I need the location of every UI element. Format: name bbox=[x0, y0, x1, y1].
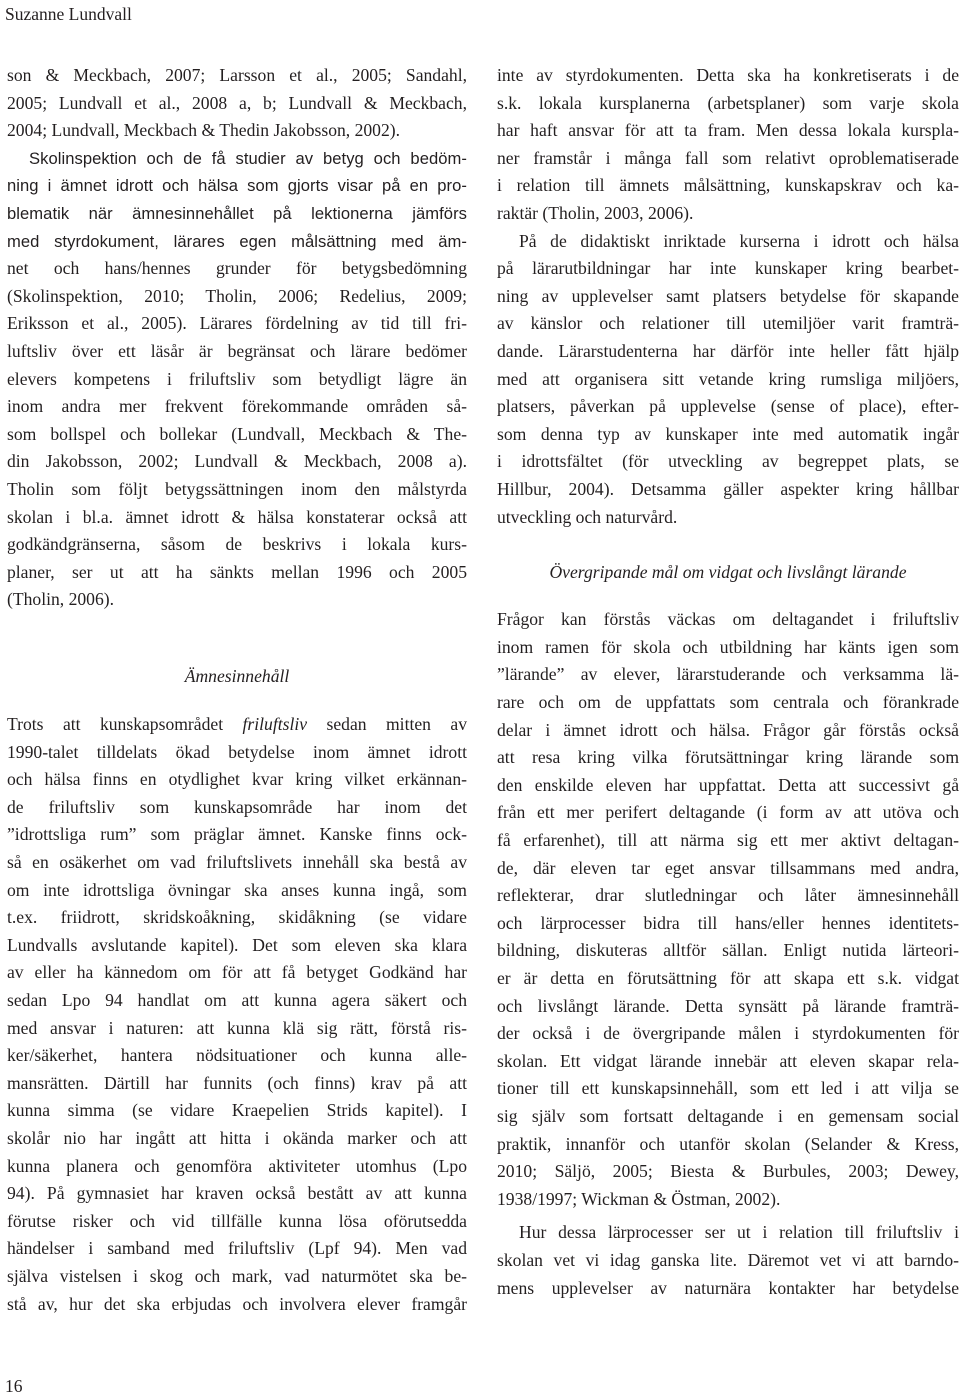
text-line: ning av upplevelser samt platsers betydelse för skapande bbox=[497, 285, 959, 306]
text-fragment: sedan mitten av bbox=[307, 714, 467, 735]
text-line: (Skolinspektion, 2010; Tholin, 2006; Redelius, 2009; bbox=[7, 285, 467, 306]
text-line: inom ramen för skola och utbildning har känts igen som bbox=[497, 636, 959, 657]
text-line: så en osäkerhet om vad friluftslivets innehåll ska bestå av bbox=[7, 852, 467, 873]
text-line: som denna typ av kunskaper inte med automatik ingår bbox=[497, 423, 959, 444]
text-line: inte av styrdokumenten. Detta ska ha konkretiserats i de bbox=[497, 65, 959, 85]
text-line: 1990-talet tilldelats ökad betydelse inom ämnet idrott bbox=[7, 741, 467, 762]
text-line: de friluftsliv som kunskapsområde har inom det bbox=[7, 796, 467, 817]
text-line: rare och om de uppfattats som centrala och förankrade bbox=[497, 692, 959, 713]
page-number: 16 bbox=[5, 1376, 23, 1396]
text-line: 1938/1997; Wickman & Östman, 2002). bbox=[497, 1188, 781, 1209]
text-line: net och hans/hennes grunder för betygsbedömning bbox=[7, 258, 467, 279]
text-line: Tholin som följt betygssättningen inom den målstyrda bbox=[7, 478, 467, 499]
text-line: blematik när ämnesinnehållet på lektionerna jämförs bbox=[7, 203, 467, 223]
text-line: Hur dessa lärprocesser ser ut i relation till friluftsliv i bbox=[519, 1222, 959, 1243]
text-line: mansrätten. Därtill har funnits (och finns) krav på att bbox=[7, 1072, 467, 1093]
text-line: få erfarenhet), till att närma sig ett mer aktivt deltagan- bbox=[497, 830, 959, 851]
text-line: på lärarutbildningar har inte kunskaper kring bearbet- bbox=[497, 258, 959, 279]
text-line: luftsliv över ett läsår är begränsat och lärare bedömer bbox=[7, 340, 467, 361]
text-line: På de didaktiskt inriktade kurserna i idrott och hälsa bbox=[519, 230, 959, 251]
text-line: son & Meckbach, 2007; Larsson et al., 2005; Sandahl, bbox=[7, 65, 467, 85]
text-line: själva vistelsen i skog och mark, vad naturmötet ska be- bbox=[7, 1265, 467, 1286]
text-line: 2010; Säljö, 2005; Biesta & Burbules, 2003; Dewey, bbox=[497, 1161, 959, 1182]
text-line: från ett mer perifert deltagande (i form av att utöva och bbox=[497, 802, 959, 823]
text-line: sig själv som fortsatt deltagande i en gemensam social bbox=[497, 1105, 959, 1126]
running-header-author: Suzanne Lundvall bbox=[5, 4, 132, 24]
text-line: delar i ämnet idrott och hälsa. Frågor går förstås också bbox=[497, 719, 959, 740]
text-line: bildning, diskuteras alltför sällan. Enligt nutida lärteori- bbox=[497, 940, 959, 961]
text-line: skolår nio har ingått att hitta i okända marker och att bbox=[7, 1127, 467, 1148]
text-line: Hillbur, 2004). Detsamma gäller aspekter kring hållbar bbox=[497, 478, 959, 499]
text-line: kunna simma (se vidare Kraepelien Strids kapitel). I bbox=[7, 1100, 467, 1121]
text-line: den enskilde eleven har uppfattat. Detta att successivt gå bbox=[497, 774, 959, 795]
text-line: utveckling och naturvård. bbox=[497, 506, 678, 527]
text-line: som bollspel och bollekar (Lundvall, Meckbach & The- bbox=[7, 423, 467, 444]
text-line: och lärprocesser bidra till hans/eller hennes identitets- bbox=[497, 912, 959, 933]
text-line: planer, ser ut att ha sänkts mellan 1996 och 2005 bbox=[7, 561, 467, 582]
text-line: godkändgränserna, såsom de beskrivs i lokala kurs- bbox=[7, 534, 467, 555]
text-line: din Jakobsson, 2002; Lundvall & Meckbach, 2008 a). bbox=[7, 451, 467, 472]
text-line: stå av, hur det ska erbjudas och involvera elever framgår bbox=[7, 1293, 467, 1314]
text-line: Lundvalls avslutande kapitel). Det som eleven ska klara bbox=[7, 934, 467, 955]
text-line: tioner till ett kunskapsinnehåll, som ett led i att vilja se bbox=[497, 1078, 959, 1099]
text-line: reflekterar, drar slutledningar och låter ämnesinnehåll bbox=[497, 885, 959, 906]
text-line: 2005; Lundvall et al., 2008 a, b; Lundvall & Meckbach, bbox=[7, 92, 467, 113]
right-column bbox=[497, 62, 959, 1302]
text-line: ner framstår i många fall som relativt oproblematiserade bbox=[497, 147, 959, 168]
left-column bbox=[7, 62, 467, 1318]
text-line: mens upplevelser av naturnära kontakter har betydelse bbox=[497, 1277, 959, 1298]
text-line: skolan. Ett vidgat lärande innebär att eleven skapar rela- bbox=[497, 1050, 959, 1071]
section-heading-overgripande-mal: Övergripande mål om vidgat och livslångt lärande bbox=[549, 561, 907, 582]
section-heading-amnesinnehall: Ämnesinnehåll bbox=[184, 666, 290, 687]
text-line: Skolinspektion och de få studier av betyg och bedöm- bbox=[29, 148, 467, 168]
text-line: ”idrottsliga rum” som präglar ämnet. Kanske finns ock- bbox=[7, 824, 467, 845]
text-line: skolan i bl.a. ämnet idrott & hälsa konstaterar också att bbox=[7, 506, 467, 527]
text-line: Frågor kan förstås väckas om deltagandet i friluftsliv bbox=[497, 609, 959, 630]
text-line: har haft ansvar för att ta fram. Men dessa lokala kurspla- bbox=[497, 120, 959, 141]
text-line: raktär (Tholin, 2003, 2006). bbox=[497, 202, 694, 223]
text-line: ning i ämnet idrott och hälsa som gjorts visar på en pro- bbox=[7, 176, 467, 196]
text-line: att resa kring vilka förutsättningar kring lärande som bbox=[497, 747, 959, 768]
text-line: ker/säkerhet, hantera nödsituationer och kunna alle- bbox=[7, 1045, 467, 1066]
text-line: elevers kompetens i friluftsliv som betydligt lägre än bbox=[7, 368, 467, 389]
text-fragment: Trots att kunskapsområdet bbox=[7, 714, 243, 735]
text-line: om inte idrottsliga övningar ska anses kunna ingå, som bbox=[7, 879, 467, 900]
text-line: praktik, innanför och utanför skolan (Selander & Kress, bbox=[497, 1133, 959, 1154]
text-line: 94). På gymnasiet har kraven också bestått av att kunna bbox=[7, 1183, 467, 1204]
text-line: av eller ha kännedom om för att få betyget Godkänd har bbox=[7, 962, 467, 983]
text-line: händelser i samband med friluftsliv (Lpf 94). Men vad bbox=[7, 1238, 467, 1259]
text-line: platsers, påverkan på upplevelse (sense of place), efter- bbox=[497, 396, 959, 417]
text-line: er är detta en förutsättning för att skapa ett s.k. vidgat bbox=[497, 968, 959, 988]
text-line: förutse risker och vid tillfälle kunna lösa oförutsedda bbox=[7, 1210, 467, 1231]
text-line: skolan vet vi idag ganska lite. Däremot vet vi att barndo- bbox=[497, 1249, 959, 1270]
text-line: s.k. lokala kursplanerna (arbetsplaner) som varje skola bbox=[497, 92, 959, 113]
text-line: 2004; Lundvall, Meckbach & Thedin Jakobsson, 2002). bbox=[7, 120, 401, 141]
text-line: sedan Lpo 94 handlat om att kunna agera säkert och bbox=[7, 990, 467, 1010]
text-line: med styrdokument, lärares egen målsättning med äm- bbox=[7, 231, 467, 251]
text-line: i idrottsfältet (för utveckling av begreppet plats, se bbox=[497, 451, 959, 472]
text-line bbox=[7, 711, 467, 739]
text-line: med ansvar i naturen: att kunna klä sig rätt, förstå ris- bbox=[7, 1017, 467, 1038]
text-line: dande. Lärarstudenterna har därför inte heller fått hjälp bbox=[497, 340, 959, 361]
text-line: (Tholin, 2006). bbox=[7, 589, 115, 610]
text-line: der också i de övergripande målen i styrdokumenten för bbox=[497, 1023, 959, 1044]
text-line: ”lärande” av elever, lärarstuderande och verksamma lä- bbox=[497, 664, 959, 685]
text-line: t.ex. friidrott, skridskoåkning, skidåkning (se vidare bbox=[7, 907, 467, 928]
text-line: och livslångt lärande. Detta synsätt på lärande framträ- bbox=[497, 995, 959, 1016]
text-line: av känslor och relationer till utemiljöer varit framträ- bbox=[497, 313, 959, 334]
text-line: med att organisera sitt vetande kring rumsliga miljöers, bbox=[497, 368, 959, 389]
text-line: och hälsa finns en otydlighet kvar kring vilket erkännan- bbox=[7, 769, 467, 790]
text-line: de, där eleven tar eget ansvar tillsammans med andra, bbox=[497, 857, 959, 878]
italic-term: friluftsliv bbox=[242, 714, 308, 735]
text-line: Eriksson et al., 2005). Lärares fördelning av tid till fri- bbox=[7, 313, 467, 334]
text-line: i relation till ämnets målsättning, kunskapskrav och ka- bbox=[497, 175, 959, 196]
text-line: kunna planera och genomföra aktiviteter utomhus (Lpo bbox=[7, 1155, 467, 1176]
text-line: inom andra mer frekvent förekommande områden så- bbox=[7, 396, 467, 417]
